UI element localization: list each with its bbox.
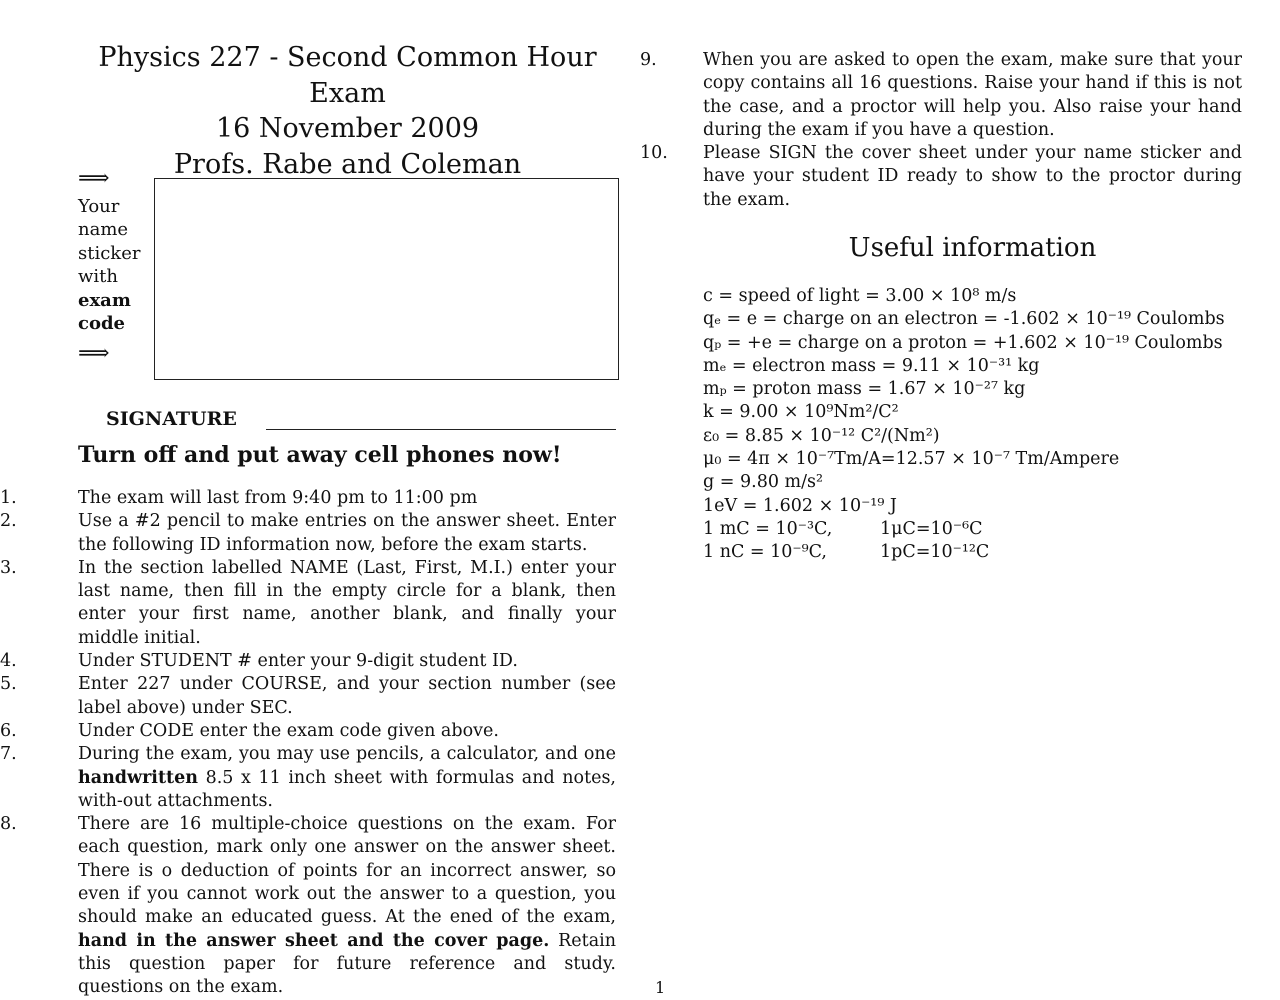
- page-number: 1: [655, 978, 666, 997]
- useful-info-list: [703, 285, 1225, 565]
- instructions-list: [0, 487, 616, 1000]
- title-line-2: 16 November 2009: [215, 113, 480, 144]
- instructions-list-continued: [640, 49, 1242, 212]
- constant-line: mₚ = proton mass = 1.67 × 10⁻²⁷ kg: [703, 379, 1026, 400]
- unit-pair-line: 1 nC = 10⁻⁹C, 1pC=10⁻¹²C: [703, 542, 990, 563]
- signature-label: SIGNATURE: [106, 408, 237, 430]
- constant-line: qₑ = e = charge on an electron = -1.602 × 10⁻¹⁹ Coulombs: [703, 309, 1225, 330]
- sticker-label-line: name: [78, 219, 129, 241]
- right-arrow-icon: ⟹: [78, 166, 110, 191]
- sticker-label: [78, 195, 140, 335]
- constant-line: c = speed of light = 3.00 × 10⁸ m/s: [703, 286, 1017, 306]
- exam-title: [80, 40, 615, 182]
- constant-line: 1eV = 1.602 × 10⁻¹⁹ J: [703, 495, 897, 516]
- constant-line: k = 9.00 × 10⁹Nm²/C²: [703, 402, 899, 423]
- instruction-item: 9. When you are asked to open the exam, make sure that your copy contains all 16 questions. Raise your hand if this is not the case, and a proctor will help you. Also raise your hand during the exam if you have a question.: [640, 50, 1242, 140]
- instruction-item: 5. Enter 227 under COURSE, and your section number (see label above) under SEC.: [0, 674, 616, 718]
- sticker-label-line: with: [78, 266, 118, 288]
- useful-info-heading: Useful information: [848, 233, 1097, 263]
- constant-line: μ₀ = 4π × 10⁻⁷Tm/A=12.57 × 10⁻⁷ Tm/Ampere: [703, 449, 1120, 470]
- title-line-3: Profs. Rabe and Coleman: [173, 148, 522, 180]
- sticker-label-line: sticker: [78, 242, 141, 264]
- instruction-item: 2. Use a #2 pencil to make entries on the answer sheet. Enter the following ID information now, before the exam starts.: [0, 511, 616, 555]
- title-line-1: Physics 227 - Second Common Hour Exam: [98, 42, 597, 109]
- unit-pair-line: 1 mC = 10⁻³C, 1μC=10⁻⁶C: [703, 518, 983, 539]
- sticker-label-line: exam: [78, 289, 131, 311]
- right-arrow-icon: ⟹: [78, 341, 110, 366]
- sticker-label-line: code: [78, 313, 126, 335]
- constant-line: qₚ = +e = charge on a proton = +1.602 × 10⁻¹⁹ Coulombs: [703, 332, 1223, 353]
- signature-line[interactable]: [266, 429, 616, 430]
- phones-notice: Turn off and put away cell phones now!: [78, 442, 562, 468]
- constant-line: ε₀ = 8.85 × 10⁻¹² C²/(Nm²): [703, 425, 940, 446]
- instruction-item: 6. Under CODE enter the exam code given above.: [0, 720, 499, 741]
- constant-line: mₑ = electron mass = 9.11 × 10⁻³¹ kg: [703, 355, 1040, 376]
- name-sticker-box: [154, 178, 619, 380]
- instruction-item: 3. In the section labelled NAME (Last, First, M.I.) enter your last name, then fill in the empty circle for a blank, then enter your first name, another blank, and finally your middle initial.: [0, 557, 616, 648]
- instruction-item: 8. There are 16 multiple-choice questions on the exam. For each question, mark only one answer on the answer sheet. There is o deduction of points for an incorrect answer, so even if you cannot work out the answer to a question, you should make an educated guess. At the ened of the exam, hand in the answer sheet and the cover page. Retain this question paper for future reference and study. questions on the exam.: [0, 814, 616, 998]
- constant-line: g = 9.80 m/s²: [703, 472, 824, 493]
- instruction-item: 4. Under STUDENT # enter your 9-digit student ID.: [0, 651, 518, 672]
- instruction-item: 10. Please SIGN the cover sheet under your name sticker and have your student ID ready to show to the proctor during the exam.: [640, 143, 1242, 210]
- instruction-item: 7. During the exam, you may use pencils, a calculator, and one handwritten 8.5 x 11 inch sheet with formulas and notes, with-out attachments.: [0, 744, 616, 811]
- instruction-item: 1. The exam will last from 9:40 pm to 11:00 pm: [0, 488, 478, 508]
- sticker-label-line: Your: [78, 196, 120, 217]
